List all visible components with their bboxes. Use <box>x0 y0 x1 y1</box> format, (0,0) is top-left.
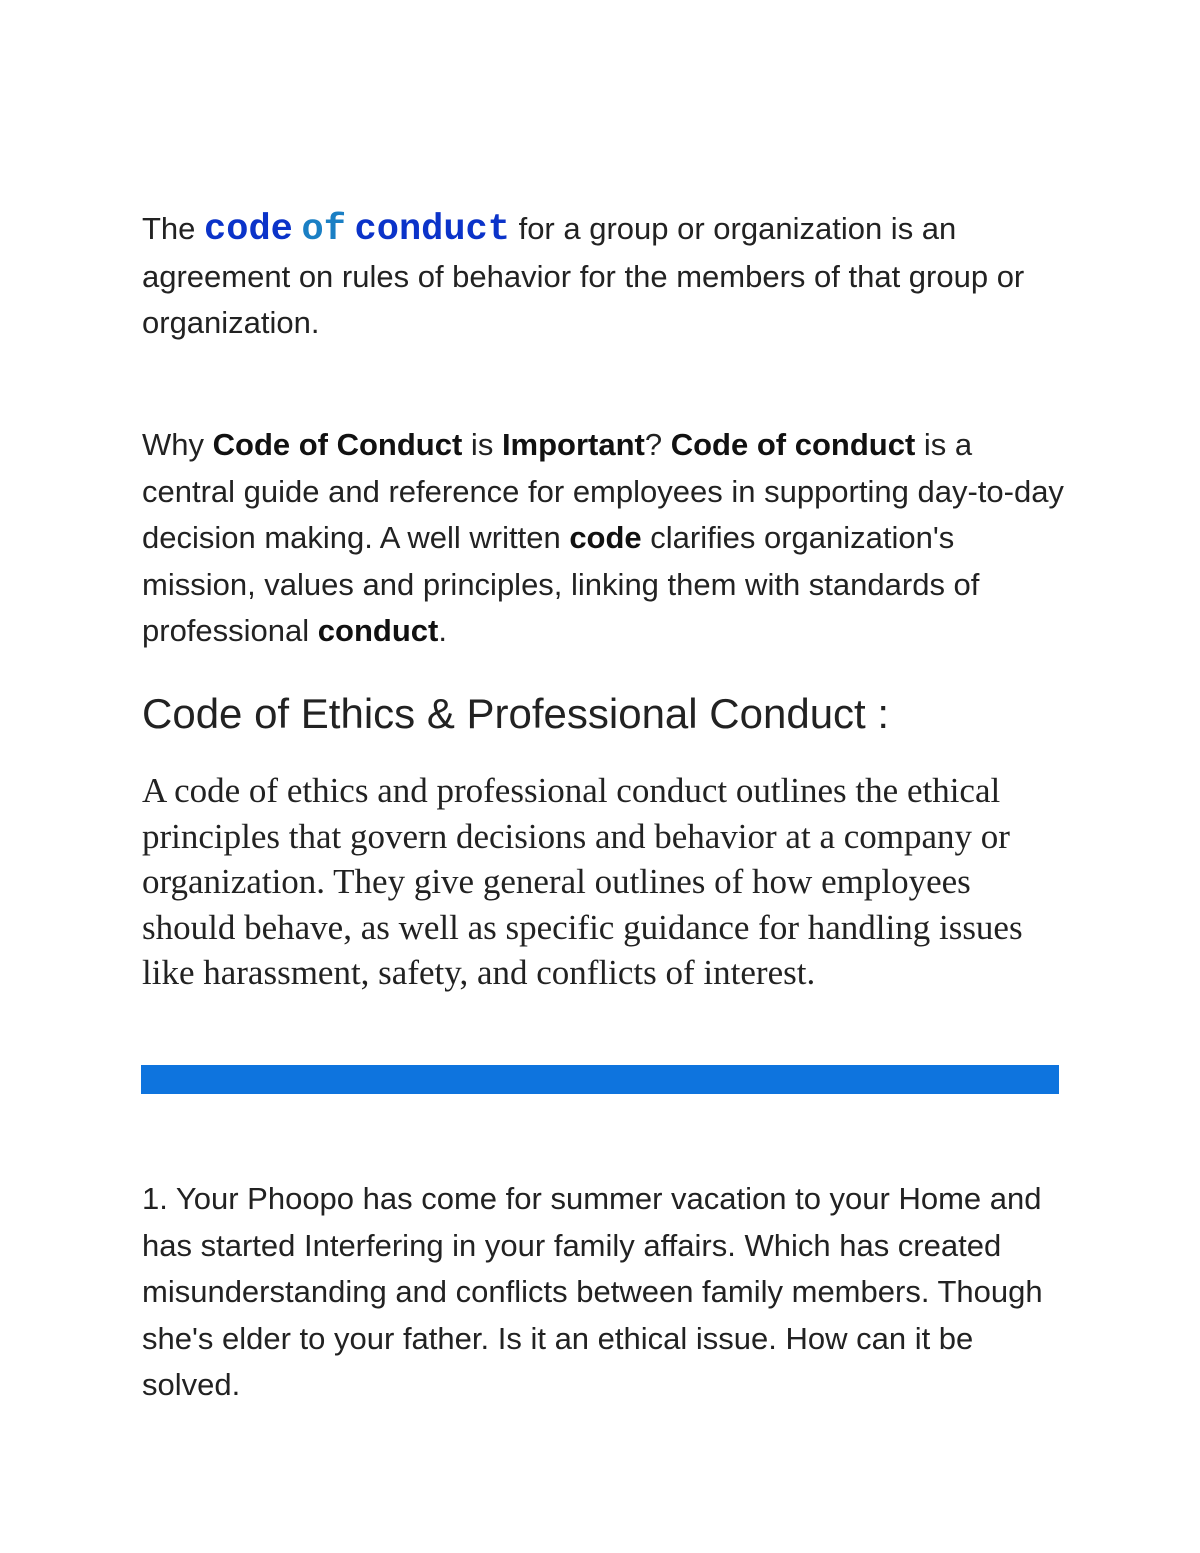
question-paragraph: 1. Your Phoopo has come for summer vacation to your Home and has started Interfering in your family affairs. Which has created misunderstanding and conflicts between family members. Though she's elder to your father. Is it an ethical issue. How can it be solved. <box>142 1181 1043 1402</box>
why-text-3: ? <box>644 427 671 462</box>
why-text-6: . <box>438 613 447 648</box>
why-text-2: is <box>462 427 502 462</box>
intro-text-before: The <box>142 211 205 246</box>
ethics-heading: Code of Ethics & Professional Conduct : <box>142 690 890 737</box>
why-bold-code: code <box>569 520 642 555</box>
why-paragraph <box>142 422 1072 655</box>
why-text-1: Why <box>142 427 213 462</box>
why-text-4: is a central guide and reference for employees in supporting day-to-day decision making. A well written <box>142 427 1064 555</box>
why-text-5: clarifies organization's mission, values and principles, linking them with standards of professional <box>142 520 980 648</box>
intro-highlight-code: code <box>204 209 293 251</box>
intro-text-after: for a group or organization is an agreement on rules of behavior for the members of that group or organization. <box>142 211 1025 340</box>
blue-divider-bar <box>141 1065 1059 1094</box>
intro-highlight-of: of <box>301 209 346 251</box>
why-bold-code-of-conduct-2: Code of conduct <box>670 427 916 462</box>
intro-paragraph <box>142 206 1072 347</box>
why-bold-code-of-conduct: Code of Conduct <box>212 427 463 462</box>
intro-highlight-conduct: conduct <box>354 209 510 251</box>
ethics-paragraph: A code of ethics and professional conduct outlines the ethical principles that govern decisions and behavior at a company or organization. They give general outlines of how employees should behave, as well as specific guidance for handling issues like harassment, safety, and conflicts of interest. <box>142 771 1023 992</box>
why-bold-important: Important <box>501 427 645 462</box>
why-bold-conduct: conduct <box>317 613 439 648</box>
